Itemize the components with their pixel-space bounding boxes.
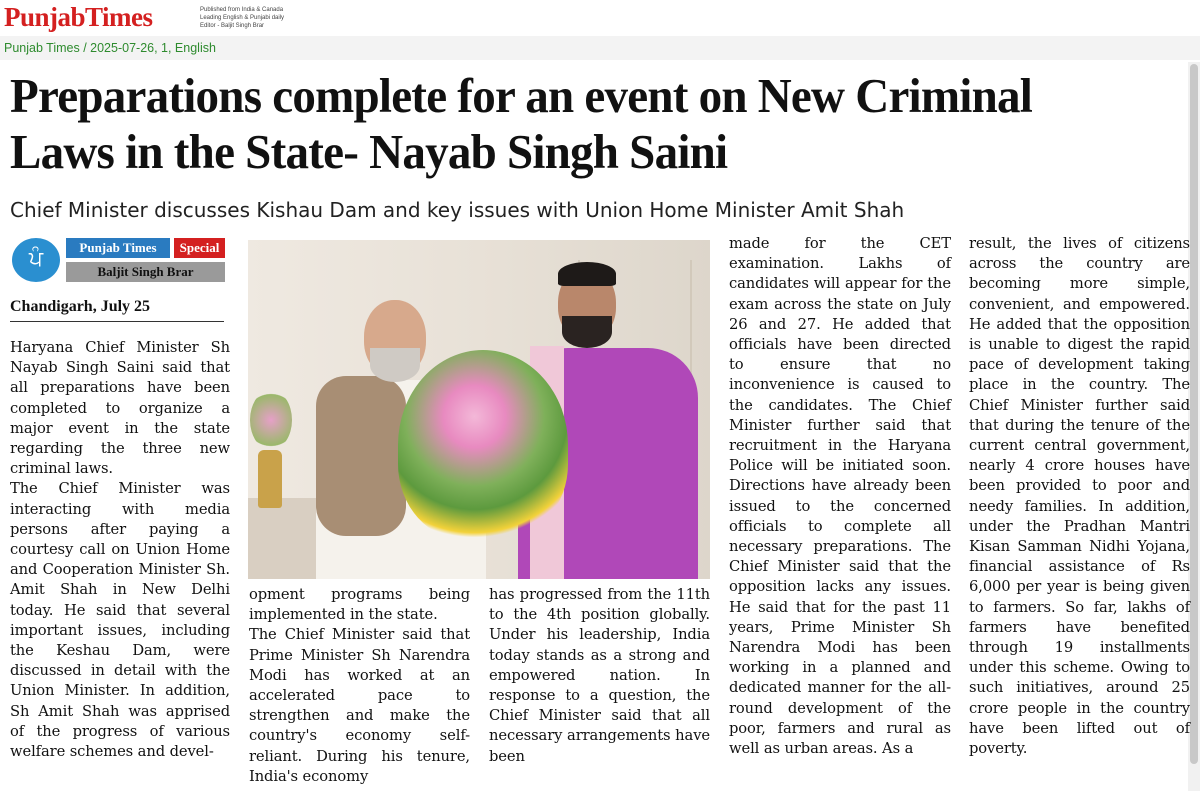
paragraph: The Chief Minister said that Prime Minister Sh Narendra Modi has worked at an accelerated pace to strengthen and make the country's economy self-reliant. During his tenure, India's economy xyxy=(249,626,470,785)
article-column-2 xyxy=(249,585,470,787)
article-column-5 xyxy=(969,234,1190,759)
divider xyxy=(10,321,224,322)
breadcrumb-link[interactable]: Punjab Times / 2025-07-26, 1, English xyxy=(4,41,216,55)
article-headline: Preparations complete for an event on New Criminal Laws in the State- Nayab Singh Saini xyxy=(10,68,1033,179)
logo-tagline: Published from India & Canada Leading English & Punjabi daily Editor - Baljit Singh Brar xyxy=(200,7,285,29)
paragraph: result, the lives of citizens across the country are becoming more simple, convenient, and empowered. He added that the opposition is unable to digest the rapid pace of development taking place in the country. The Chief Minister further said that during the tenure of the current central government, nearly 4 crore houses have been provided to poor and needy families. In addition, under the Pradhan Mantri Kisan Samman Nidhi Yojana, financial assistance of Rs 6,000 per year is being given to farmers. So far, lakhs of farmers have benefited through 19 installments under this scheme. Owing to such initiatives, around 25 crore people in the country have been lifted out of poverty. xyxy=(969,235,1190,758)
dateline: Chandigarh, July 25 xyxy=(10,298,151,315)
paragraph: made for the CET examination. Lakhs of candidates will appear for the exam across the state on July 26 and 27. He added that officials have been directed to ensure that no inconvenience is caused to the candidates. The Chief Minister further said that recruitment in the Haryana Police will be initiated soon. Directions have already been issued to the concerned officials to complete all necessary preparations. The Chief Minister said that the opposition lacks any issues. He said that for the past 11 years, Prime Minister Sh Narendra Modi has been working in a planned and dedicated manner for the all-round development of the poor, farmers and rural as well as urban areas. As a xyxy=(729,235,951,758)
special-badge: Special xyxy=(174,238,225,258)
punjab-times-logo[interactable]: PunjabTimes xyxy=(4,2,153,32)
article-column-3 xyxy=(489,585,710,767)
paragraph: The Chief Minister was interacting with media persons after paying a courtesy call on Union Home and Cooperation Minister Sh. Amit Shah in New Delhi today. He said that several important issues, including the Keshau Dam, were discussed in detail with the Union Minister. In addition, Sh Amit Shah was apprised of the progress of various welfare schemes and devel- xyxy=(10,480,230,761)
paragraph: Haryana Chief Minister Sh Nayab Singh Saini said that all preparations have been completed to organize a major event in the state regarding the three new criminal laws. xyxy=(10,339,230,478)
byline-author: Baljit Singh Brar xyxy=(66,262,225,282)
scrollbar-thumb[interactable] xyxy=(1190,64,1198,764)
paragraph: opment programs being implemented in the state. xyxy=(249,586,470,624)
article-subheadline: Chief Minister discusses Kishau Dam and key issues with Union Home Minister Amit Shah xyxy=(10,198,905,222)
article-column-4 xyxy=(729,234,951,759)
article-column-1 xyxy=(10,338,230,762)
breadcrumb xyxy=(0,36,1200,60)
punjab-times-emblem-icon: ਪੰ xyxy=(12,238,60,282)
byline xyxy=(10,236,225,284)
masthead-bar xyxy=(0,0,1200,36)
byline-paper-name: Punjab Times xyxy=(66,238,170,258)
paragraph: has progressed from the 11th to the 4th position globally. Under his leadership, India today stands as a strong and empowered nation. In response to a question, the Chief Minister said that all necessary arrangements have been xyxy=(489,586,710,765)
bouquet xyxy=(398,350,568,540)
article-photo xyxy=(248,240,710,579)
